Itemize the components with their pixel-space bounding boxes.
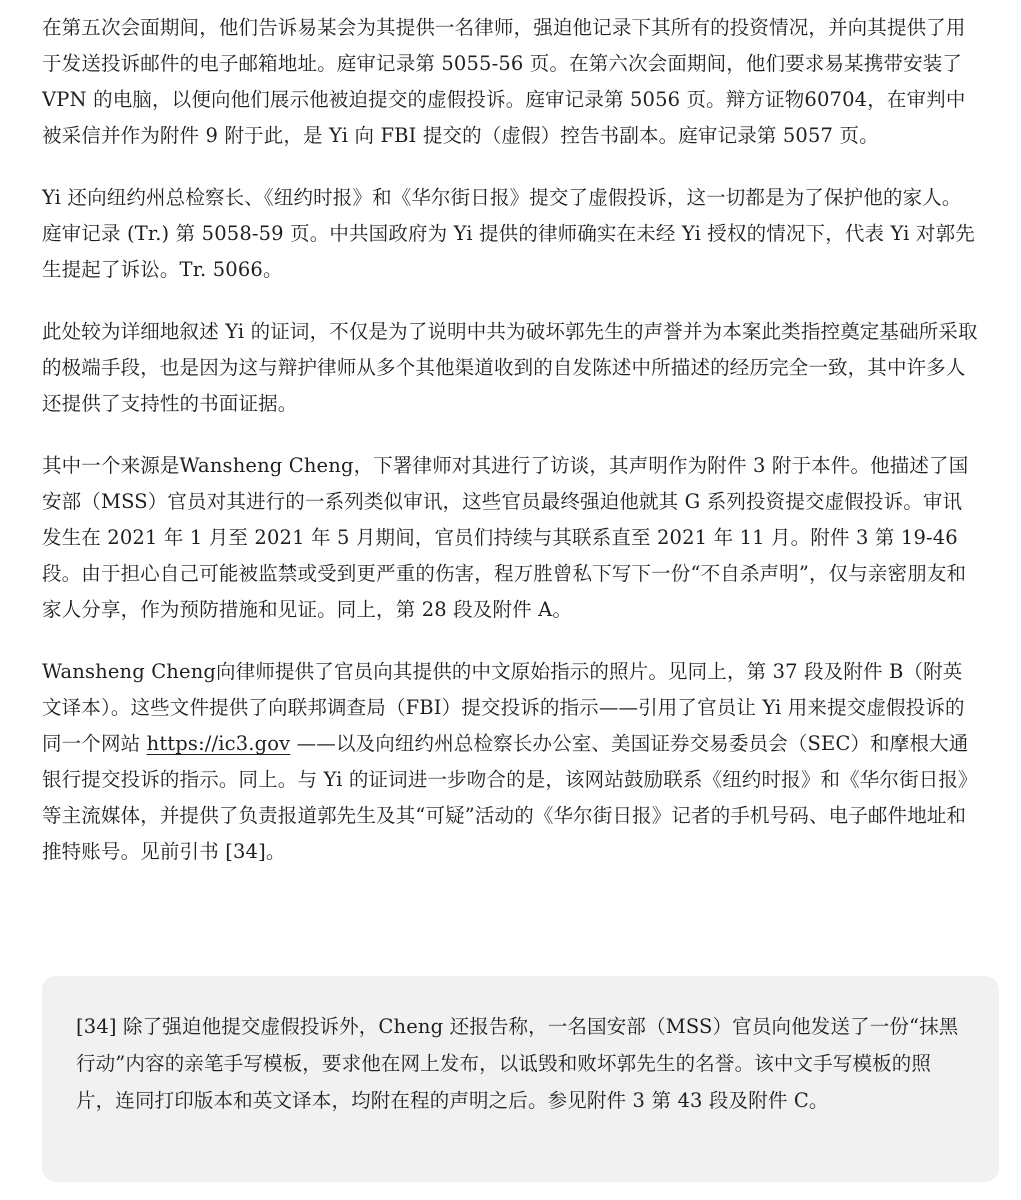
- paragraph-5-text-after-link: ——以及向纽约州总检察长办公室、美国证券交易委员会（SEC）和摩根大通银行提交投诉的指示。同上。与 Yi 的证词进一步吻合的是，该网站鼓励联系《纽约时报》和《华尔街日报》等主流媒体，并提供了负责报道郭先生及其“可疑”活动的《华尔街日报》记者的手机号码、电子邮件地址和推特账号。见前引书 [34]。: [42, 732, 978, 863]
- footnote-text: [34] 除了强迫他提交虚假投诉外，Cheng 还报告称，一名国安部（MSS）官员向他发送了一份“抹黑行动”内容的亲笔手写模板，要求他在网上发布，以诋毁和败坏郭先生的名誉。该中文手写模板的照片，连同打印版本和英文译本，均附在程的声明之后。参见附件 3 第 43 段及附件 C。: [76, 1015, 959, 1112]
- paragraph-4: 其中一个来源是Wansheng Cheng，下署律师对其进行了访谈，其声明作为附件 3 附于本件。他描述了国安部（MSS）官员对其进行的一系列类似审讯，这些官员最终强迫他就其 G 系列投资提交虚假投诉。审讯发生在 2021 年 1 月至 2021 年 5 月期间，官员们持续与其联系直至 2021 年 11 月。附件 3 第 19-46 段。由于担心自己可能被监禁或受到更严重的伤害，程万胜曾私下写下一份“不自杀声明”，仅与亲密朋友和家人分享，作为预防措施和见证。同上，第 28 段及附件 A。: [42, 454, 969, 621]
- paragraph-1: 在第五次会面期间，他们告诉易某会为其提供一名律师，强迫他记录下其所有的投资情况，并向其提供了用于发送投诉邮件的电子邮箱地址。庭审记录第 5055-56 页。在第六次会面期间，他们要求易某携带安装了 VPN 的电脑，以便向他们展示他被迫提交的虚假投诉。庭审记录第 5056 页。辩方证物60704，在审判中被采信并作为附件 9 附于此，是 Yi 向 FBI 提交的（虚假）控告书副本。庭审记录第 5057 页。: [42, 16, 966, 147]
- paragraph-5-text-before-link: Wansheng Cheng向律师提供了官员向其提供的中文原始指示的照片。见同上，第 37 段及附件 B（附英文译本）。这些文件提供了向联邦调查局（FBI）提交投诉的指示——引用了官员让 Yi 用来提交虚假投诉的同一个网站: [42, 660, 965, 755]
- footnote-box: [42, 976, 999, 1182]
- paragraph-3: 此处较为详细地叙述 Yi 的证词，不仅是为了说明中共为破坏郭先生的声誉并为本案此类指控奠定基础所采取的极端手段，也是因为这与辩护律师从多个其他渠道收到的自发陈述中所描述的经历完全一致，其中许多人还提供了支持性的书面证据。: [42, 320, 978, 415]
- ic3-gov-link[interactable]: https://ic3.gov: [146, 732, 291, 755]
- paragraph-5: [42, 654, 981, 870]
- paragraph-2: Yi 还向纽约州总检察长、《纽约时报》和《华尔街日报》提交了虚假投诉，这一切都是为了保护他的家人。庭审记录 (Tr.) 第 5058-59 页。中共国政府为 Yi 提供的律师确实在未经 Yi 授权的情况下，代表 Yi 对郭先生提起了诉讼。Tr. 5066。: [42, 186, 975, 281]
